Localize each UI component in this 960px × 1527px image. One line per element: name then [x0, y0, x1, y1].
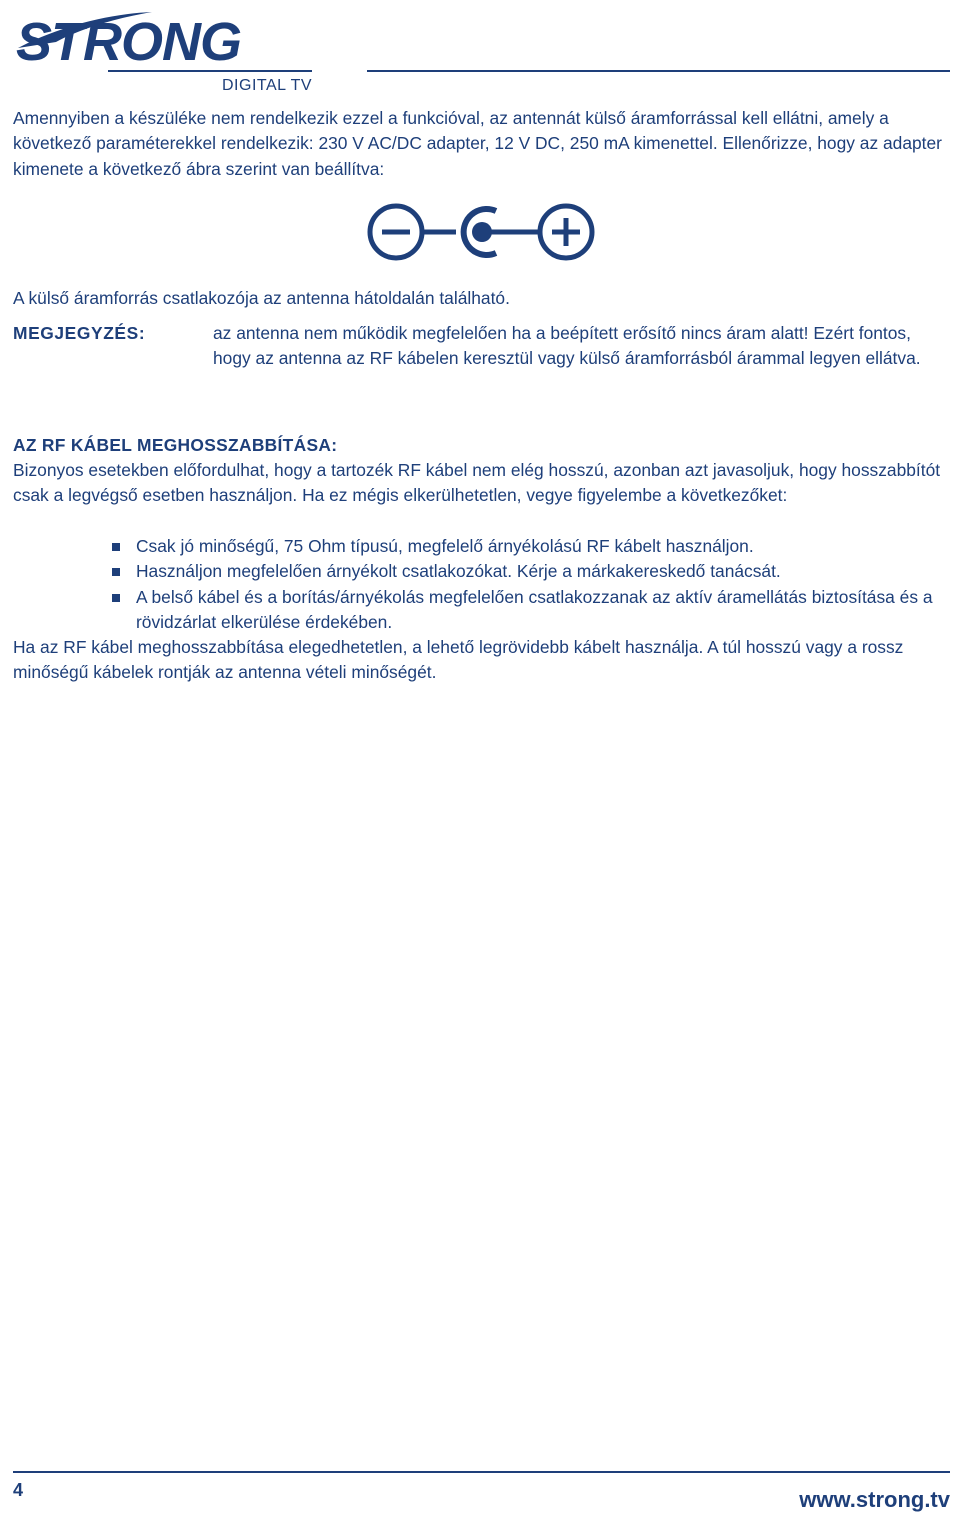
center-pin-c-icon [464, 209, 496, 255]
polarity-symbol [366, 201, 596, 263]
list-item [112, 534, 948, 559]
footer-url-link[interactable]: www.strong.tv [799, 1487, 950, 1512]
note-label: MEGJEGYZÉS: [13, 323, 146, 343]
list-item [112, 585, 948, 636]
square-bullet-icon [112, 543, 120, 551]
list-item-text: A belső kábel és a borítás/árnyékolás megfelelően csatlakozzanak az aktív áramellátás biztosítása és a rövidzárlat elkerülése érdekében. [136, 586, 933, 632]
section-heading: AZ RF KÁBEL MEGHOSSZABBÍTÁSA: [13, 435, 338, 455]
square-bullet-icon [112, 594, 120, 602]
note-text: az antenna nem működik megfelelően ha a beépített erősítő nincs áram alatt! Ezért fontos, hogy az antenna az RF kábelen keresztül vagy külső áramforrásból árammal legyen ellátva. [213, 323, 921, 369]
page-number: 4 [13, 1480, 24, 1500]
footer-rule [13, 1471, 950, 1473]
intro-paragraph: Amennyiben a készüléke nem rendelkezik ezzel a funkcióval, az antennát külső áramforrással kell ellátni, amely a következő paraméterekkel rendelkezik: 230 V AC/DC adapter, 12 V DC, 250 mA kimenettel. Ellenőrizze, hogy az adapter kimenete a következő ábra szerint van beállítva: [13, 108, 942, 179]
extension-paragraph: Bizonyos esetekben előfordulhat, hogy a tartozék RF kábel nem elég hosszú, azonban azt javasoljuk, hogy hosszabbítót csak a legvégső esetben használjon. Ha ez mégis elkerülhetetlen, vegye figyelembe a következőket: [13, 460, 941, 506]
closing-paragraph: Ha az RF kábel meghosszabbítása elegedhetetlen, a lehető legrövidebb kábelt használja. A túl hosszú vagy a rossz minőségű kábelek rontják az antenna vételi minőségét. [13, 637, 904, 683]
connector-location-text: A külső áramforrás csatlakozója az antenna hátoldalán található. [13, 288, 510, 308]
logo-subtitle: DIGITAL TV [222, 77, 313, 94]
logo-underline [108, 70, 312, 72]
minus-circle-icon [370, 206, 422, 258]
logo-wordmark: STRONG [16, 12, 242, 64]
square-bullet-icon [112, 568, 120, 576]
header-rule [367, 70, 950, 72]
recommendation-list [112, 534, 948, 635]
list-item-text: Csak jó minőségű, 75 Ohm típusú, megfelelő árnyékolású RF kábelt használjon. [136, 536, 754, 556]
list-item [112, 559, 948, 584]
plus-circle-icon [540, 206, 592, 258]
list-item-text: Használjon megfelelően árnyékolt csatlakozókat. Kérje a márkakereskedő tanácsát. [136, 561, 781, 582]
strong-logo [12, 8, 312, 64]
